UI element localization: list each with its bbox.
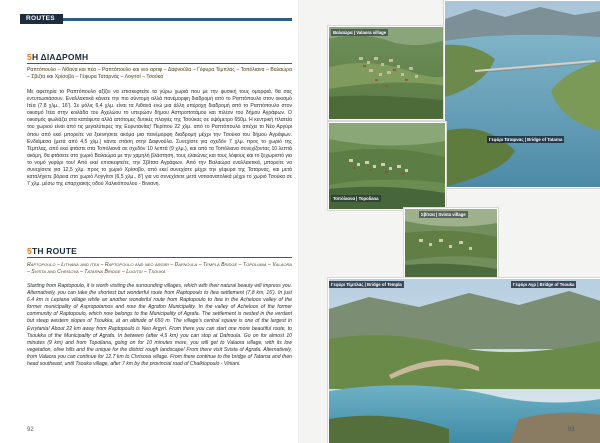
page-number-right: 93: [568, 427, 575, 433]
section-label: ROUTES: [20, 14, 63, 24]
english-route-itinerary: Raptopoulo – Lithana and itea – Raptopoulo and neo argiri – Dafnoula – Templa Bridge – Topoliana – Valaora – Svista and Chrisova – Tatarna Bridge – Logitsi – Tsouka: [27, 262, 292, 276]
english-route-title-text: TH ROUTE: [31, 246, 77, 256]
tatarna-bridge-image: [445, 1, 600, 187]
tsouka-bridge-caption: Γεφύρι Αγρ | Bridge of Tsouka: [513, 281, 575, 287]
section-header: [20, 14, 292, 23]
english-route-number: 5: [27, 246, 32, 256]
svista-village-image: [405, 209, 497, 285]
valaora-village-image: [329, 27, 453, 119]
greek-route-body: Με αφετηρία το Ραπτόπουλο αξίζει να επισκεφτείτε τα γύρω χωριά που με την φυσική τους ομορφιά, θα σας εντυπωσιάσουν. Εναλλακτικά κάνετε την πιο σύντομη αλλά πανέμορφη διαδρομή από το Ραπτόπουλο στον οικισμό Ιτέα (7,8 χλμ., 16'). Σε μόλις 6,4 χλμ. είναι τα Λιθανά ενώ μια άλλη υπέροχη διαδρομή από το Ραπτόπουλο στον οικισμό Ιτέα στην κοιλάδα του Αχελώου το υπερώον δήμου Ασπροποτάμου και πιλέον του δήμου Αγράφων. Ο οικισμός φωλιάζει στα κατάφυτα αλλά απότομες δυτικές πλαγιές της Τσούκας σε υψόμετρο 650μ. Η κεντρική πλατεία του χωριού είναι από τις μεγαλύτερες της Ευρυτανίας! Περίπου 22 χλμ. από το Ραπτόπουλο απέχει το Νέο Αργύρι όπου από εκεί μπορείτε να ξεκινήσετε ακόμα μια πανέμορφη διαδρομή μέχρι την Τσούκα του δήμου Αγράφων. Ενδιάμεσα (μετά από 4,5 χλμ.) κάντε στάση στην Δαφνούλα. Συνεχίστε για σχεδόν 7 χλμ. προς το χωριό της Τέμπλας, από εκεί φτάστε στα Τοπόλιανά σε σχεδόν 10 λεπτά (9 χλμ.), και από τα Τοπόλιανα συνεχίζοντας 10 λεπτά ακόμη, θα φτάσετε στο χωριό Βαλαώρα με την χαμηλή βλάστηση, τους ελαιώνες και τους λόφους και το ξεχωριστό για το νομό γεφύρι του! Από εκεί επισκεφτείτε, την Σβίτσα Αγράφων. Από την Βαλαώρα εναλλακτικά, μπορείτε να συνεχίσετε για 12,5 χλμ. προς το χωριό Χρίσοβο, από εκεί συνεχίστε μέχρι την γέφυρα της Ταταρνας, και μετά καταλήγετε βόρεια στο χωριό Λογγίτσι (6,5 χλμ., 8') για να συνεχίσετε μετά νοτιοανατολικά μέχρι το χωριό Τσούκα σε 7 χλμ. μέσω της επαρχιακής οδού Χαλκιόπουλου - Βινιανη.: [27, 89, 292, 188]
tatarna-bridge-photo: [444, 0, 600, 188]
greek-route-title-text: Η ΔΙΑΔΡΟΜΗ: [31, 52, 89, 62]
greek-route-itinerary: Ραπτόπουλο – Λίθανα και πέα – Ραπτόπουλο και νεο αρτιφ – Δαφνούλα – Γέφυρα Τέμπλας – Τοπόλιανα – Βαλαώρα – Σβιζτα και Χρίσοβα – Γέφυρα Ταταρνάς – Λογιτσί – Τσούκα: [27, 67, 292, 81]
valaora-caption: Βαλαώρα | Valaora village: [333, 29, 387, 35]
topoliana-photo: [328, 122, 446, 210]
greek-route-rule: [27, 63, 292, 64]
templa-bridge-image: [329, 279, 600, 443]
english-route-rule: [27, 257, 292, 258]
greek-route-number: 5: [27, 52, 32, 62]
topoliana-caption: Τοπόλιανα | Topoliana: [333, 195, 379, 201]
templa-bridge-photo: [328, 278, 600, 443]
english-route-body: Starting from Raptopoulo, it is worth visiting the surrounding villages, which with their natural beauty will impress you. Alternatively, you can take the shortest but wonderful route from Raptopoulo to Itea settlement (7,8 km, 16'). In just 6.4 km is Lepiana village while an another wonderful route from Raptopoulo to Itea in the Acheloos valley of the former municipality of Aspropotamos and now the Agrafon Municipality. In the valley of Acheloos of the former community of Raptopoulo, which now belongs to the Municipality of Agrafa. The settlement is nested in the verdant but steep western slopes of Tsoukka, at an altitude of 650 m. The village's central square is one of the largest in Evrytania! About 22 km away from Raptopoulo is Neo Argyri. From there you can start one more beautiful route, to Tsoukka of the Municipality of Agrafa. In between (after 4.5 km) you can stop at Dafnoula. Go on for almost 10 minutes (9 km) and from Topoliana, going on for 10 minutes more, you will get to Valaora village, with its low vegetation, olive hills and the unique for the district rough landscape! From there visit Svista of Agrafa. Alternatively, from Valaora you can continue for 12.7 km to Chrisova village. From there continue to the bridge of Tatarna and then head southeast, until Tsouka village, after 7 km by the provincial road of Chalkiopoulo - Viniani.: [27, 283, 292, 368]
templa-caption: Γεφύρι Τέμπλας | Bridge of Templa: [331, 281, 402, 287]
svista-caption: Σβίτσα | Svista village: [421, 211, 466, 217]
svista-village-photo: [404, 208, 498, 286]
english-route-title: [27, 246, 77, 256]
page-number-left: 92: [27, 427, 34, 433]
greek-route-title: [27, 52, 88, 62]
tatarna-caption: Γεφύρι Ταταρνας | Bridge of Tatarna: [489, 136, 563, 142]
right-page: [300, 0, 600, 443]
valaora-village-photo: [328, 26, 454, 120]
